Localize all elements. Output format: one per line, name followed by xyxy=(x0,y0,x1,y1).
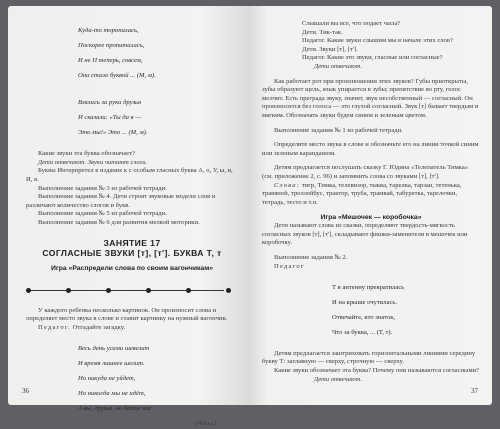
riddle-line: А вы, друзья, не бейте нас. xyxy=(78,404,154,412)
game-title: Игра «Распредели слова по своим вагончикам» xyxy=(51,264,213,272)
poem-line: Поскорее пропиталась, xyxy=(78,41,145,49)
dialog-line: Педагог. Какие звуки слышим мы в начале этих слов? xyxy=(302,37,453,45)
poem-line: Т в антенну превратилась xyxy=(332,283,405,291)
riddle-line: Весь день усами шевелит xyxy=(78,344,150,352)
paragraph: Выполнение задания № 6 для развития мелкой моторики. xyxy=(38,218,200,226)
paragraph: Какие звуки эта буква обозначает? xyxy=(38,150,136,158)
riddle-answer: (Часы.) xyxy=(194,419,216,427)
paragraph: Дети отвечают. xyxy=(314,62,363,70)
lesson-subtitle: СОГЛАСНЫЕ ЗВУКИ [т], [т']. БУКВА Т, т xyxy=(42,247,222,258)
poem-t xyxy=(262,284,480,337)
paragraph: Выполнение задания № 3 из рабочей тетради. xyxy=(38,184,167,192)
paragraph: Детям предлагается послушать сказку Г. Юдина «Телепатель Тимка» (см. приложение 2, с. 96) и запомнить слова со звуками [т], [т']. xyxy=(262,164,469,180)
poem-line: И не П теперь, совсем, xyxy=(78,56,143,64)
paragraph: Дети отвечают. xyxy=(314,375,363,383)
poem-line: Она стало буквой ... (М, м). xyxy=(78,71,156,79)
train-dot xyxy=(26,288,31,293)
words-list: тигр, Тимка, телевизор, тыква, тарелка, тарзан, тетенька, травяной, троллейбус, трактор, труба, трамвай, табуретка, тарелочки, тетрадь, тесто и т.п. xyxy=(262,181,462,206)
speaker: Педагог. xyxy=(38,323,71,331)
train-dot xyxy=(106,288,111,293)
train-dot xyxy=(146,288,151,293)
game-title: Игра «Мешочек — коробочка» xyxy=(320,214,422,222)
paragraph: Дети называют слова из сказки, определяют твердость-мягкость согласных звуков [т], [т'], складывают фишки-заменители в мешочек или коробочку. xyxy=(262,222,468,247)
paragraph: Выполнение задания № 2. xyxy=(274,254,348,262)
paragraph xyxy=(262,182,480,208)
left-page xyxy=(8,6,248,427)
paragraph: Выполнение задания № 1 из рабочей тетради. xyxy=(274,126,403,134)
riddle-line: Но никогда мы не идёт, xyxy=(78,389,146,397)
paragraph: Дети отвечают. Звуки читают слоги. xyxy=(38,158,148,166)
poem-line: И на крыше очутилась. xyxy=(332,298,398,306)
poem-m xyxy=(26,27,238,138)
paragraph: Выполнение задания № 5 из рабочей тетради. xyxy=(38,210,167,218)
paragraph xyxy=(26,324,238,333)
dialog-line: Педагог. Какие это звуки, гласные или согласные? xyxy=(302,54,443,62)
train-dot xyxy=(66,288,71,293)
dialog-line: Дети. Тик-так. xyxy=(302,28,343,36)
page-number: 36 xyxy=(22,387,29,395)
train-line-illustration xyxy=(26,281,238,301)
dialog-line: Дети. Звуки [т], [т']. xyxy=(302,45,358,53)
dialog-line: Слышали вы все, что подает часы? xyxy=(302,20,401,27)
speaker: Педагог xyxy=(274,262,305,270)
poem-line: И сказали: «Ты да я — xyxy=(78,114,142,122)
poem-line: Куда-то торопилась, xyxy=(78,26,139,34)
poem-line: Что за буква, ... (Т, т). xyxy=(332,328,393,336)
riddle-line: И время лишнее шелит. xyxy=(78,359,145,367)
paragraph: Как работает рот при произношении этих звуков? Губы приоткрыты, зубы образуют щель, язык упирается в зубы; препятствие во рту, голос молчит. Есть преграда звуку, значит, звук несобственный — согласный. Он произносится без голоса — это глухой согласный. Звук [т] бывает твердым и мягким. Обозначать звуки будем синим и зеленым цветом. xyxy=(262,77,479,119)
paragraph: Выполнение задания № 4. Дети строят звуковые модели слов и различают количество слогов и букв. xyxy=(26,193,216,209)
paragraph: У каждого ребенка несколько картинок. Он произносит слова и определяет место звука в слове и ставит картинку на нужный вагончик. xyxy=(26,306,228,323)
paragraph: Определите место звука в слове и обозначьте его на линии точкой синим или зеленым карандашом. xyxy=(262,141,479,157)
book-spread xyxy=(8,6,492,427)
paragraph: Буквы Интерпретел в издание к с особым гласных буква А, о, У, ы, и, И, я. xyxy=(26,167,233,183)
lesson-title: ЗАНЯТИЕ 17 xyxy=(103,237,161,248)
riddle xyxy=(26,345,238,429)
train-dot xyxy=(226,288,231,293)
poem-line: Это мы!» Это ... (М, м). xyxy=(78,129,148,137)
words-label: Слова: xyxy=(274,181,301,189)
paragraph: Какие звуки обозначает эта буква? Почему они называются согласными? xyxy=(274,367,480,375)
right-page xyxy=(248,6,492,405)
train-dot xyxy=(186,288,191,293)
poem-line: Взялись за руки друзья xyxy=(78,99,142,107)
poem-line: Отвечайте, кто знаток, xyxy=(332,313,396,321)
train-line xyxy=(28,290,224,291)
paragraph: Детям предлагается заштриховать горизонтальными линиями середину букву Т: заглавную — сверху, строчную — сверху. xyxy=(262,349,476,366)
page-number: 37 xyxy=(471,387,478,395)
speech: Отгадайте загадку. xyxy=(70,323,126,331)
riddle-line: Но никуда не уйдет, xyxy=(78,374,136,382)
